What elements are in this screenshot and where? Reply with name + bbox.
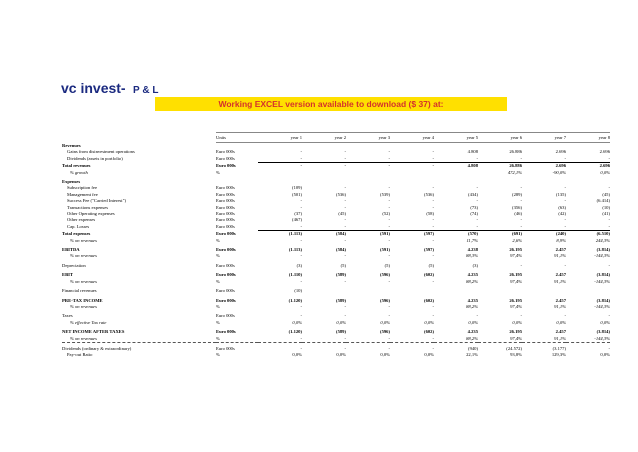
header-year: year 8 (566, 133, 610, 143)
row-value: - (432, 345, 434, 351)
row-value: 2.696 (522, 163, 566, 170)
row-value: (596) (380, 297, 390, 303)
row-value: 0,0% (380, 352, 390, 358)
row-unit: % (216, 278, 220, 284)
row-value: - (300, 155, 302, 161)
row-value: 22,1% (466, 352, 478, 358)
row-value: - (388, 198, 390, 204)
row-label: % on revenues (62, 336, 216, 343)
row-value: - (300, 313, 302, 319)
row-value: - (520, 262, 522, 268)
row-value: 97,4% (510, 253, 522, 259)
row-value: 0,0% (336, 319, 346, 325)
row-value: - (346, 163, 390, 170)
row-value: 97,4% (510, 278, 522, 284)
row-value: - (564, 155, 566, 161)
row-unit: Euro 000s (216, 313, 235, 319)
row-value: (596) (380, 272, 390, 278)
table-row (62, 156, 610, 163)
row-value: 0,0% (468, 319, 478, 325)
row-value: (589) (336, 272, 346, 278)
row-value: - (608, 313, 610, 319)
row-value (258, 143, 302, 150)
row-value: (3.814) (596, 272, 610, 278)
row-value: 91,1% (554, 303, 566, 309)
header-year: year 5 (434, 133, 478, 143)
row-value (478, 143, 522, 150)
row-label: Pay-out Ratio (67, 352, 93, 358)
header-units: Units (216, 133, 258, 143)
row-value: - (388, 217, 390, 223)
row-value: - (390, 163, 434, 170)
row-value: (539) (380, 191, 390, 197)
row-value: - (388, 313, 390, 319)
row-value: 4.235 (467, 297, 478, 303)
row-value: - (344, 217, 346, 223)
row-value: (42) (558, 211, 566, 217)
row-unit: Euro 000s (216, 224, 235, 230)
row-value (566, 143, 610, 150)
row-value: - (520, 223, 522, 229)
row-value: - (388, 149, 390, 155)
row-unit: Euro 000s (216, 247, 236, 253)
row-value: (691) (478, 231, 522, 238)
row-label: Financial revenues (62, 288, 97, 294)
row-value: - (564, 198, 566, 204)
row-value: 88,2% (434, 336, 478, 343)
row-value: (6.510) (566, 231, 610, 238)
row-value: - (432, 223, 434, 229)
row-value: (45) (602, 191, 610, 197)
table-row (62, 231, 610, 238)
row-unit: % (216, 352, 220, 358)
row-value: (584) (336, 247, 346, 253)
row-value: - (258, 336, 302, 343)
row-value: 88,2% (466, 303, 478, 309)
row-unit: Euro 000s (216, 162, 236, 168)
row-value: (467) (292, 217, 302, 223)
row-value: - (390, 336, 434, 343)
row-value: - (300, 345, 302, 351)
row-value: (536) (336, 191, 346, 197)
row-value: - (520, 217, 522, 223)
row-unit: % (216, 319, 220, 325)
row-value (346, 143, 390, 150)
row-value: 2.457 (555, 247, 566, 253)
row-value: - (344, 313, 346, 319)
row-value: - (432, 217, 434, 223)
row-value: - (388, 253, 390, 259)
row-value: 11,7% (466, 237, 478, 243)
table-row (62, 336, 610, 343)
row-value: (45) (338, 211, 346, 217)
row-label: Other expenses (67, 217, 96, 223)
row-value: (1.113) (258, 231, 302, 238)
row-unit: Euro 000s (216, 329, 236, 335)
row-value (434, 143, 478, 150)
row-value: 0,0% (336, 352, 346, 358)
row-value: - (344, 253, 346, 259)
row-unit: % (216, 237, 220, 243)
row-value: 0,0% (556, 319, 566, 325)
row-value: (536) (424, 191, 434, 197)
row-value: (602) (424, 272, 434, 278)
row-value: (3.814) (596, 247, 610, 253)
row-value (302, 143, 346, 150)
row-value: (6.414) (596, 198, 610, 204)
table-header-row (62, 133, 610, 143)
row-value: 0,0% (380, 319, 390, 325)
row-label: % growth (70, 169, 88, 175)
row-value: (434) (468, 191, 478, 197)
row-value: 2.696 (599, 149, 610, 155)
row-value: - (564, 185, 566, 191)
title-main: vc invest- (61, 80, 126, 96)
row-unit: Euro 000s (216, 297, 236, 303)
row-unit: % (216, 303, 220, 309)
row-value: - (608, 223, 610, 229)
row-value: 0,0% (292, 352, 302, 358)
row-value: (3.814) (596, 329, 610, 335)
row-unit: Euro 000s (216, 345, 235, 351)
header-year: year 3 (346, 133, 390, 143)
row-unit: Euro 000s (216, 149, 235, 155)
row-value: - (388, 185, 390, 191)
row-value: (63) (558, 204, 566, 210)
row-value: -144,3% (594, 253, 610, 259)
row-value: (3) (472, 262, 478, 268)
row-value: 97,4% (510, 303, 522, 309)
row-unit: Euro 000s (216, 198, 235, 204)
row-value: - (300, 237, 302, 243)
row-unit: Euro 000s (216, 211, 235, 217)
row-value: - (432, 278, 434, 284)
row-label: Other Operating expenses (67, 211, 115, 217)
row-label: Success Fee ("Carried Interest") (67, 198, 126, 204)
row-value: (602) (424, 329, 434, 335)
row-value: 4.235 (467, 272, 478, 278)
row-value: - (344, 149, 346, 155)
row-unit: Euro 000s (216, 204, 235, 210)
row-value: (1.120) (288, 297, 302, 303)
row-value: 2.696 (555, 149, 566, 155)
row-value: (570) (434, 231, 478, 238)
header-year: year 2 (302, 133, 346, 143)
row-value: 129,3% (551, 352, 566, 358)
row-value: (52) (382, 211, 390, 217)
row-label: Taxes (62, 313, 73, 319)
row-value: (940) (468, 345, 478, 351)
table-row (62, 163, 610, 170)
row-value: - (476, 185, 478, 191)
row-label: % on revenues (70, 253, 97, 259)
row-value: 26.195 (509, 297, 522, 303)
row-value: 0,0% (600, 352, 610, 358)
row-label: % effective Tax rate (70, 319, 107, 325)
row-value: (501) (292, 191, 302, 197)
row-value: (3.177) (552, 345, 566, 351)
row-value: (3) (296, 262, 302, 268)
row-label: PRE-TAX INCOME (62, 297, 103, 303)
download-banner[interactable]: Working EXCEL version available to download ($ 37) at: (155, 97, 507, 111)
row-value: (1.120) (288, 329, 302, 335)
row-value: - (476, 313, 478, 319)
row-label: NET INCOME AFTER TAXES (62, 329, 125, 335)
row-value: - (432, 198, 434, 204)
title-sub: P & L (133, 85, 159, 96)
row-value: 91,1% (554, 253, 566, 259)
row-value: (58) (426, 211, 434, 217)
row-label: EBITDA (62, 247, 80, 253)
page-title (61, 80, 158, 98)
row-value: 0,0% (512, 319, 522, 325)
row-label: Subscription fee (67, 185, 97, 191)
row-value: - (300, 253, 302, 259)
row-value: 26.195 (509, 247, 522, 253)
row-value (390, 143, 434, 150)
row-value: (597) (424, 247, 434, 253)
row-value: 4.235 (467, 329, 478, 335)
row-value: 8,9% (556, 237, 566, 243)
row-value: - (432, 149, 434, 155)
row-value: - (388, 303, 390, 309)
row-value: (597) (390, 231, 434, 238)
row-value: (584) (302, 231, 346, 238)
row-value: -144,3% (566, 336, 610, 343)
row-value: -144,3% (594, 303, 610, 309)
row-value: - (476, 217, 478, 223)
row-value: - (388, 155, 390, 161)
row-value: 26.195 (509, 272, 522, 278)
row-value: 244,3% (595, 237, 610, 243)
row-value: - (302, 163, 346, 170)
row-value: 4.808 (467, 149, 478, 155)
row-value: (602) (424, 297, 434, 303)
row-value: - (300, 149, 302, 155)
row-value: - (344, 237, 346, 243)
row-value: (10) (294, 288, 302, 294)
row-value: (5) (384, 262, 390, 268)
row-unit: Euro 000s (216, 288, 235, 294)
row-value: 472,1% (507, 169, 522, 175)
row-value: (46) (514, 211, 522, 217)
row-value: - (608, 217, 610, 223)
header-year: year 6 (478, 133, 522, 143)
row-value: - (344, 223, 346, 229)
row-value: - (608, 185, 610, 191)
row-label: % on revenues (70, 278, 97, 284)
row-value: - (344, 155, 346, 161)
row-value: - (344, 185, 346, 191)
row-value: (24.572) (506, 345, 522, 351)
row-value: - (344, 345, 346, 351)
row-unit (216, 143, 258, 150)
row-value: 0,0% (424, 319, 434, 325)
row-value: (289) (512, 191, 522, 197)
row-value: (135) (556, 191, 566, 197)
row-value: - (520, 185, 522, 191)
row-value: 2,6% (512, 237, 522, 243)
row-value: - (520, 313, 522, 319)
row-value: 4.238 (467, 247, 478, 253)
row-value: (74) (470, 211, 478, 217)
row-unit: Euro 000s (216, 185, 235, 191)
row-unit: Euro 000s (216, 156, 235, 162)
row-label: Dividends (assets in portfolio) (67, 156, 123, 162)
row-label: % on revenues (70, 303, 97, 309)
row-value: - (476, 155, 478, 161)
row-unit: Euro 000s (216, 272, 236, 278)
row-value: 2.457 (555, 329, 566, 335)
header-year: year 7 (522, 133, 566, 143)
table-row (62, 352, 610, 358)
row-value: - (300, 198, 302, 204)
row-unit: % (216, 253, 220, 259)
row-value: (591) (346, 231, 390, 238)
row-value: - (564, 217, 566, 223)
row-value: 2.696 (566, 163, 610, 170)
row-value: - (388, 237, 390, 243)
row-value: (41) (602, 211, 610, 217)
header-label-cell (62, 133, 216, 143)
row-value: - (344, 303, 346, 309)
row-value: - (300, 204, 302, 210)
row-value: 91,1% (554, 278, 566, 284)
row-value: (37) (294, 211, 302, 217)
row-value: 4.808 (434, 163, 478, 170)
row-value: (589) (336, 329, 346, 335)
row-value: -90,0% (552, 169, 566, 175)
row-label: % on revenues (70, 237, 97, 243)
row-value: - (564, 262, 566, 268)
row-label: Depreciation (62, 262, 86, 268)
table-row (62, 224, 610, 231)
row-value: (5) (428, 262, 434, 268)
row-value: - (476, 223, 478, 229)
row-label: Transactions expenses (67, 204, 109, 210)
row-value: - (608, 155, 610, 161)
row-value: - (520, 198, 522, 204)
row-value: - (388, 204, 390, 210)
row-value: - (432, 204, 434, 210)
row-label: Management fee (67, 191, 98, 197)
row-value: 93,8% (510, 352, 522, 358)
row-value: 26.886 (478, 163, 522, 170)
row-value: - (300, 278, 302, 284)
row-value: - (608, 262, 610, 268)
row-value: 97,4% (478, 336, 522, 343)
row-value: - (432, 155, 434, 161)
row-value: - (608, 345, 610, 351)
row-value: - (388, 223, 390, 229)
row-label: Revenues (62, 142, 81, 148)
row-unit: % (216, 169, 220, 175)
row-value: (10) (602, 204, 610, 210)
row-value: - (432, 237, 434, 243)
row-value: - (432, 185, 434, 191)
row-value: 2.457 (555, 297, 566, 303)
row-value: 26.195 (509, 329, 522, 335)
row-value: - (346, 336, 390, 343)
row-unit: Euro 000s (216, 231, 236, 237)
row-value: (589) (336, 297, 346, 303)
row-value: - (432, 253, 434, 259)
row-value: - (564, 313, 566, 319)
row-value: 26.886 (509, 149, 522, 155)
row-value: - (344, 278, 346, 284)
row-unit: Euro 000s (216, 191, 235, 197)
row-value: (240) (522, 231, 566, 238)
row-value: (591) (380, 247, 390, 253)
row-unit: Euro 000s (216, 262, 235, 268)
row-value: - (388, 278, 390, 284)
row-value: (356) (512, 204, 522, 210)
row-label: Total revenues (62, 162, 91, 168)
row-value: - (302, 336, 346, 343)
row-value: (5) (340, 262, 346, 268)
row-value: (109) (292, 185, 302, 191)
table-row (62, 143, 610, 150)
row-value: 0,0% (600, 319, 610, 325)
row-unit: Euro 000s (216, 217, 235, 223)
pl-table (62, 132, 610, 359)
row-value: - (258, 163, 302, 170)
row-value (522, 143, 566, 150)
row-value: (3.814) (596, 297, 610, 303)
row-label: Expenses (62, 179, 81, 185)
row-label: Cap. Losses (67, 224, 90, 230)
row-value: (1.113) (288, 247, 302, 253)
row-unit: % (216, 336, 258, 343)
row-value: - (344, 198, 346, 204)
row-value: -144,3% (594, 278, 610, 284)
row-label: EBIT (62, 272, 73, 278)
header-year: year 4 (390, 133, 434, 143)
row-label: Gains from disinvestment operations (67, 149, 135, 155)
row-value: 88,3% (466, 253, 478, 259)
header-year: year 1 (258, 133, 302, 143)
row-value: - (300, 223, 302, 229)
row-value: (73) (470, 204, 478, 210)
row-value: 2.457 (555, 272, 566, 278)
row-label: Dividends (ordinary & extraordinary) (62, 345, 132, 351)
row-value: 0,0% (424, 352, 434, 358)
row-value: - (388, 345, 390, 351)
row-label: Total expenses (62, 231, 91, 237)
row-value: 0,0% (292, 319, 302, 325)
row-value: 88,2% (466, 278, 478, 284)
row-value: (1.110) (288, 272, 302, 278)
row-value: - (564, 223, 566, 229)
row-value: - (344, 204, 346, 210)
row-value: - (476, 198, 478, 204)
row-value: 91,1% (522, 336, 566, 343)
row-value: 0,0% (600, 169, 610, 175)
row-value: - (432, 303, 434, 309)
row-value: - (520, 155, 522, 161)
row-value: - (300, 303, 302, 309)
row-value: - (432, 313, 434, 319)
row-value: (596) (380, 329, 390, 335)
